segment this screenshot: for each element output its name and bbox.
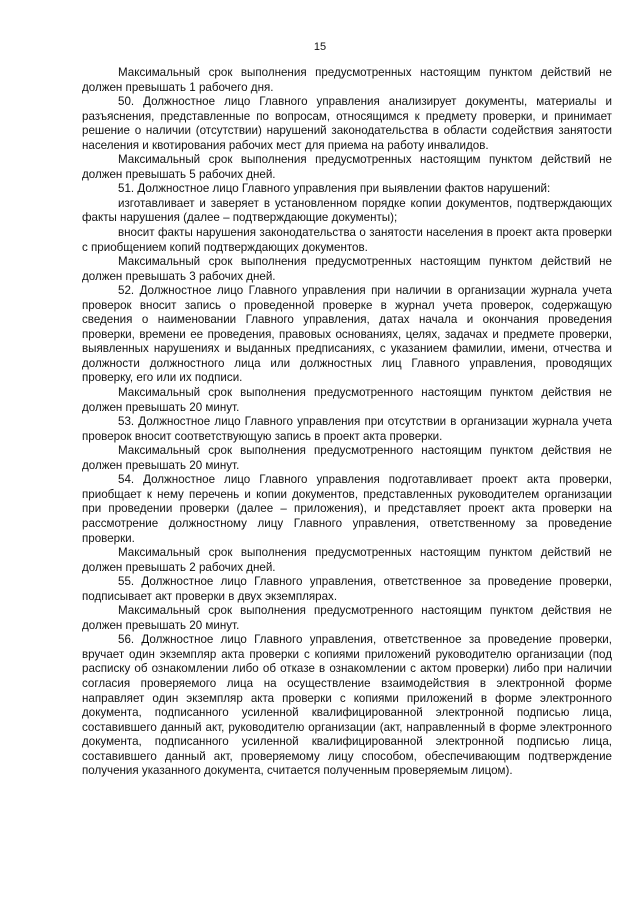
paragraph: Максимальный срок выполнения предусмотренных настоящим пунктом действий не должен превышать 5 рабочих дней.: [82, 153, 612, 181]
paragraph: Максимальный срок выполнения предусмотренного настоящим пунктом действия не должен превышать 20 минут.: [82, 444, 612, 472]
paragraph: Максимальный срок выполнения предусмотренного настоящим пунктом действия не должен превышать 20 минут.: [82, 604, 612, 632]
page-number: 15: [313, 41, 327, 53]
paragraph: 50. Должностное лицо Главного управления анализирует документы, материалы и разъяснения, представленные по вопросам, относящимся к предмету проверки, и принимает решение о наличии (отсутствии) нарушений законодательства в области содействия занятости населения и квотирования рабочих мест для приема на работу инвалидов.: [82, 95, 612, 152]
paragraph: Максимальный срок выполнения предусмотренных настоящим пунктом действий не должен превышать 3 рабочих дней.: [82, 255, 612, 283]
paragraph: 55. Должностное лицо Главного управления, ответственное за проведение проверки, подписывает акт проверки в двух экземплярах.: [82, 575, 612, 603]
paragraph: 52. Должностное лицо Главного управления при наличии в организации журнала учета проверок вносит запись о проведенной проверке в журнал учета проверок, содержащую сведения о наименовании Главного управления, датах начала и окончания проведения проверки, времени ее проведения, правовых основаниях, целях, задачах и предмете проверки, выявленных нарушениях и выданных предписаниях, с указанием фамилии, имени, отчества и должности должностного лица или должностных лиц Главного управления, проводящих проверку, его или их подписи.: [82, 284, 612, 385]
paragraph: 54. Должностное лицо Главного управления подготавливает проект акта проверки, приобщает к нему перечень и копии документов, представленных руководителем организации при проведении проверки (далее – приложения), и представляет проект акта проверки на рассмотрение должностному лицу Главного управления, ответственному за проведение проверки.: [82, 473, 612, 545]
paragraph: 56. Должностное лицо Главного управления, ответственное за проведение проверки, вручает один экземпляр акта проверки с копиями приложений руководителю организации (под расписку об ознакомлении либо об отказе в ознакомлении с актом проверки) либо при наличии согласия проверяемого лица на осуществление взаимодействия в электронной форме направляет один экземпляр акта проверки с копиями приложений в форме электронного документа, подписанного усиленной квалифицированной электронной подписью лица, составившего данный акт, руководителю организации (акт, направленный в форме электронного документа, подписанного усиленной квалифицированной электронной подписью лица, составившего данный акт, проверяемому лицу способом, обеспечивающим подтверждение получения указанного документа, считается полученным проверяемым лицом).: [82, 633, 612, 778]
paragraph: 53. Должностное лицо Главного управления при отсутствии в организации журнала учета проверок вносит соответствующую запись в проект акта проверки.: [82, 415, 612, 443]
paragraph: Максимальный срок выполнения предусмотренных настоящим пунктом действий не должен превышать 2 рабочих дней.: [82, 546, 612, 574]
paragraph: изготавливает и заверяет в установленном порядке копии документов, подтверждающих факты нарушения (далее – подтверждающие документы);: [82, 196, 612, 225]
paragraph: 51. Должностное лицо Главного управления при выявлении фактов нарушений:: [118, 182, 551, 196]
paragraph: Максимальный срок выполнения предусмотренных настоящим пунктом действий не должен превышать 1 рабочего дня.: [82, 66, 612, 94]
paragraph: вносит факты нарушения законодательства о занятости населения в проект акта проверки с приобщением копий подтверждающих документов.: [82, 226, 612, 254]
paragraph: Максимальный срок выполнения предусмотренного настоящим пунктом действия не должен превышать 20 минут.: [82, 386, 612, 414]
document-body: [82, 66, 612, 779]
